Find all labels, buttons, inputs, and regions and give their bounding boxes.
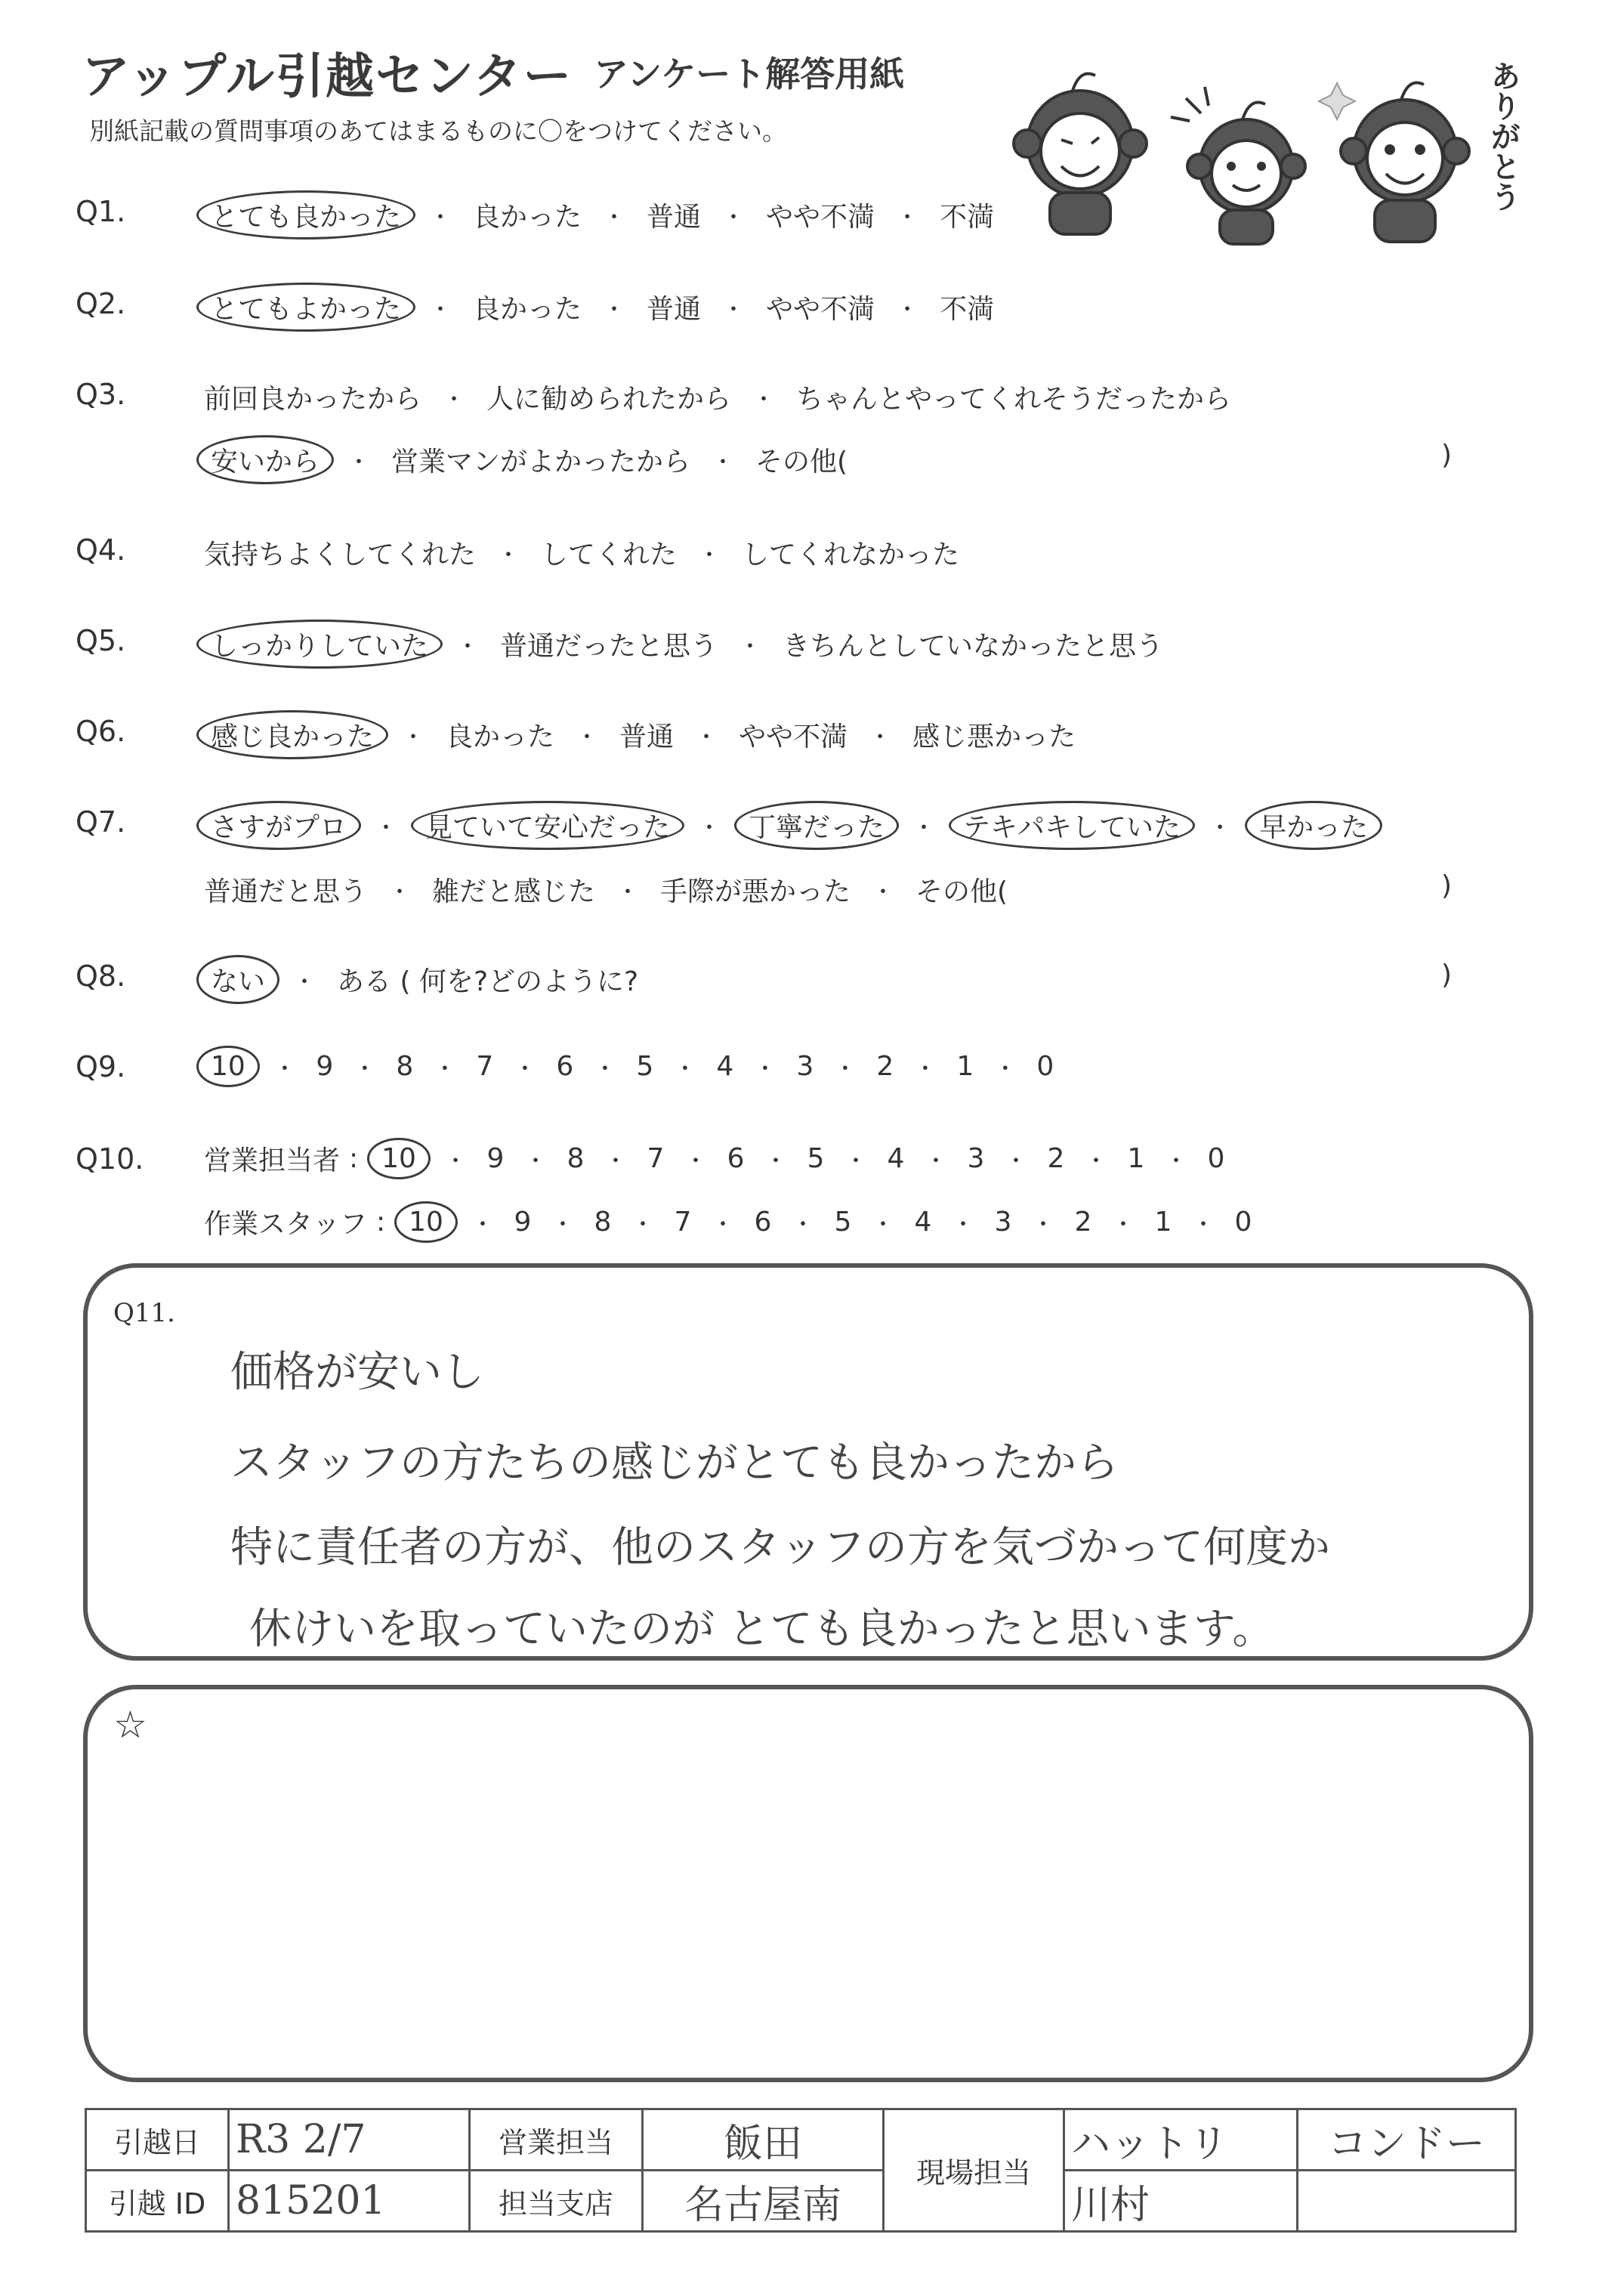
q5-option-3[interactable]: きちんとしていなかったと思う [783,631,1164,662]
q10-sales-label: 営業担当者 [204,1145,341,1176]
sales-rep-value: 飯田 [643,2109,884,2171]
q8-option-2[interactable]: ある ( 何を?どのように? [337,966,639,997]
q6-option-5[interactable]: 感じ悪かった [912,722,1076,752]
q3-option-1[interactable]: 前回良かったから [204,384,422,415]
q9-score-8[interactable]: 8 [396,1051,414,1082]
q4-option-1[interactable]: 気持ちよくしてくれた [204,539,477,570]
sales-rep-label: 営業担当 [470,2109,643,2171]
move-date-label: 引越日 [86,2109,229,2171]
move-id-label: 引越 ID [86,2171,229,2232]
q5-option-2[interactable]: 普通だったと思う [500,631,718,662]
star-comment-box[interactable] [83,1685,1533,2082]
site-rep-value-1: ハットリ [1064,2109,1298,2171]
q9-score-2[interactable]: 2 [876,1051,894,1082]
q3-option-5[interactable]: 営業マンがよかったから [391,447,691,477]
q2-label: Q2. [76,287,126,320]
star-icon: ☆ [113,1703,147,1747]
q2-option-3[interactable]: 普通 [647,294,702,325]
q1-option-5[interactable]: 不満 [940,202,995,233]
site-rep-empty-cell [1298,2171,1516,2232]
q9-score-4[interactable]: 4 [716,1051,734,1082]
q10-sales-score-0[interactable]: 0 [1207,1143,1225,1174]
q2-option-5[interactable]: 不満 [940,294,995,325]
q3-options-line1: 前回良かったから ・ 人に勧められたから ・ ちゃんとやってくれそうだったから [196,373,1239,421]
q2-options: とてもよかった ・ 良かった ・ 普通 ・ やや不満 ・ 不満 [196,283,1002,332]
q4-label: Q4. [76,533,126,567]
q7-option-6[interactable]: 普通だと思う [204,876,368,907]
q6-label: Q6. [76,715,126,748]
branch-label: 担当支店 [470,2171,643,2232]
q6-option-1[interactable]: 感じ良かった [196,710,388,759]
q2-option-2[interactable]: 良かった [473,294,582,325]
q10-staff-score-6[interactable]: 6 [754,1207,772,1238]
q8-close-paren: ) [1441,960,1453,990]
move-id-value: 815201 [229,2171,470,2232]
q11-label: Q11. [113,1298,175,1328]
q1-option-4[interactable]: やや不満 [766,202,875,233]
q1-option-2[interactable]: 良かった [473,202,582,233]
q10-staff-score-8[interactable]: 8 [594,1207,612,1238]
branch-value: 名古屋南 [643,2171,884,2232]
arigatou-text: ありがとう [1486,60,1521,212]
q7-options-line2: 普通だと思う ・ 雑だと感じた ・ 手際が悪かった ・ その他( [196,866,1015,913]
q7-option-8[interactable]: 手際が悪かった [660,876,851,907]
q10-staff-score-5[interactable]: 5 [834,1207,852,1238]
q6-option-3[interactable]: 普通 [619,722,675,752]
q10-staff-label: 作業スタッフ [204,1209,368,1240]
q1-options: とても良かった ・ 良かった ・ 普通 ・ やや不満 ・ 不満 [196,190,1002,239]
q10-staff-score-7[interactable]: 7 [674,1207,692,1238]
q9-score-5[interactable]: 5 [636,1051,654,1082]
q10-staff-score-0[interactable]: 0 [1234,1207,1252,1238]
q9-scale: 10 ・ 9 ・ 8 ・ 7 ・ 6 ・ 5 ・ 4 ・ 3 ・ 2 ・ 1 ・ 0 [196,1046,1061,1087]
q5-option-1[interactable]: しっかりしていた [196,620,443,669]
q3-option-3[interactable]: ちゃんとやってくれそうだったから [796,384,1232,415]
q9-score-3[interactable]: 3 [796,1051,814,1082]
q6-option-2[interactable]: 良かった [446,722,555,752]
q4-option-2[interactable]: してくれた [541,539,678,570]
q10-sales-score-9[interactable]: 9 [486,1143,505,1174]
q10-sales-score-4[interactable]: 4 [887,1143,905,1174]
q7-option-4[interactable]: テキパキしていた [949,801,1195,850]
q10-staff-score-2[interactable]: 2 [1074,1207,1092,1238]
q10-sales-score-1[interactable]: 1 [1127,1143,1145,1174]
q10-staff-score-3[interactable]: 3 [994,1207,1012,1238]
q7-close-paren: ) [1441,870,1453,901]
site-rep-value-2: コンドー [1298,2109,1516,2171]
move-date-value: R3 2/7 [229,2109,470,2171]
q6-option-4[interactable]: やや不満 [739,722,848,752]
q7-option-5[interactable]: 早かった [1245,801,1382,850]
q10-staff-score-10[interactable]: 10 [394,1201,458,1243]
q4-options: 気持ちよくしてくれた ・ してくれた ・ してくれなかった [196,529,967,576]
q9-score-1[interactable]: 1 [956,1051,974,1082]
q10-staff-score-1[interactable]: 1 [1154,1207,1172,1238]
q7-option-1[interactable]: さすがプロ [196,801,361,850]
q9-score-9[interactable]: 9 [316,1051,334,1082]
form-title: アップル引越センター [82,49,573,105]
q9-score-10[interactable]: 10 [196,1046,260,1087]
q7-label: Q7. [76,805,126,839]
q10-sales-score-6[interactable]: 6 [727,1143,745,1174]
q9-score-7[interactable]: 7 [476,1051,494,1082]
q7-option-2[interactable]: 見ていて安心だった [411,801,684,850]
q9-score-0[interactable]: 0 [1036,1051,1054,1082]
instruction-text: 別紙記載の質問事項のあてはまるものに〇をつけてください。 [89,116,787,146]
q6-options: 感じ良かった ・ 良かった ・ 普通 ・ やや不満 ・ 感じ悪かった [196,710,1083,759]
q8-option-1[interactable]: ない [196,955,279,1004]
q3-option-other[interactable]: その他( [755,447,848,477]
q7-option-7[interactable]: 雑だと感じた [432,876,596,907]
q10-staff-score-4[interactable]: 4 [914,1207,932,1238]
footer-info-table [85,2108,1517,2233]
q5-options: しっかりしていた ・ 普通だったと思う ・ きちんとしていなかったと思う [196,620,1171,669]
q1-label: Q1. [76,195,126,228]
q2-option-4[interactable]: やや不満 [766,294,875,325]
q2-option-1[interactable]: とてもよかった [196,283,415,332]
q3-option-4[interactable]: 安いから [196,435,334,484]
q10-label: Q10. [76,1142,144,1176]
q9-label: Q9. [76,1050,126,1083]
q10-sales-score-10[interactable]: 10 [367,1138,431,1179]
q10-staff-colon: : [376,1207,386,1238]
q3-close-paren: ) [1441,440,1453,471]
q10-sales-score-8[interactable]: 8 [567,1143,585,1174]
q8-options: ない ・ ある ( 何を?どのように? [196,955,646,1004]
q10-sales-row: 営業担当者 : 10 ・ 9 ・ 8 ・ 7 ・ 6 ・ 5 ・ 4 ・ 3 ・ 2 ・ 1 ・ 0 [204,1138,1231,1179]
q3-label: Q3. [76,378,126,411]
q7-options-line1: さすがプロ ・ 見ていて安心だった ・ 丁寧だった ・ テキパキしていた ・ 早かった [196,801,1382,850]
q9-score-6[interactable]: 6 [556,1051,574,1082]
site-rep-value-3: 川村 [1064,2171,1298,2232]
q10-sales-colon: : [349,1143,359,1174]
q1-option-1[interactable]: とても良かった [196,190,415,239]
q10-sales-score-5[interactable]: 5 [807,1143,825,1174]
q11-line-1: 価格が安いし [230,1348,484,1397]
q7-option-other[interactable]: その他( [915,876,1008,907]
site-rep-label: 現場担当 [884,2109,1064,2232]
q7-option-3[interactable]: 丁寧だった [734,801,899,850]
q11-line-4: 休けいを取っていたのが とても良かったと思います。 [249,1605,1275,1654]
q3-options-line2: 安いから ・ 営業マンがよかったから ・ その他( [196,435,855,484]
q5-label: Q5. [76,624,126,657]
q11-line-2: スタッフの方たちの感じがとても良かったから [230,1439,1119,1488]
q10-sales-score-7[interactable]: 7 [647,1143,665,1174]
form-subtitle: アンケート解答用紙 [594,54,905,94]
q11-line-3: 特に責任者の方が、他のスタッフの方を気づかって何度か [230,1523,1330,1572]
q10-staff-score-9[interactable]: 9 [514,1207,532,1238]
q4-option-3[interactable]: してくれなかった [742,539,960,570]
q10-staff-row: 作業スタッフ : 10 ・ 9 ・ 8 ・ 7 ・ 6 ・ 5 ・ 4 ・ 3 ・ 2 ・ 1 ・ 0 [204,1201,1258,1243]
q10-sales-score-3[interactable]: 3 [967,1143,985,1174]
q8-label: Q8. [76,960,126,993]
q3-option-2[interactable]: 人に勧められたから [486,384,732,415]
q1-option-3[interactable]: 普通 [647,202,702,233]
q10-sales-score-2[interactable]: 2 [1047,1143,1065,1174]
